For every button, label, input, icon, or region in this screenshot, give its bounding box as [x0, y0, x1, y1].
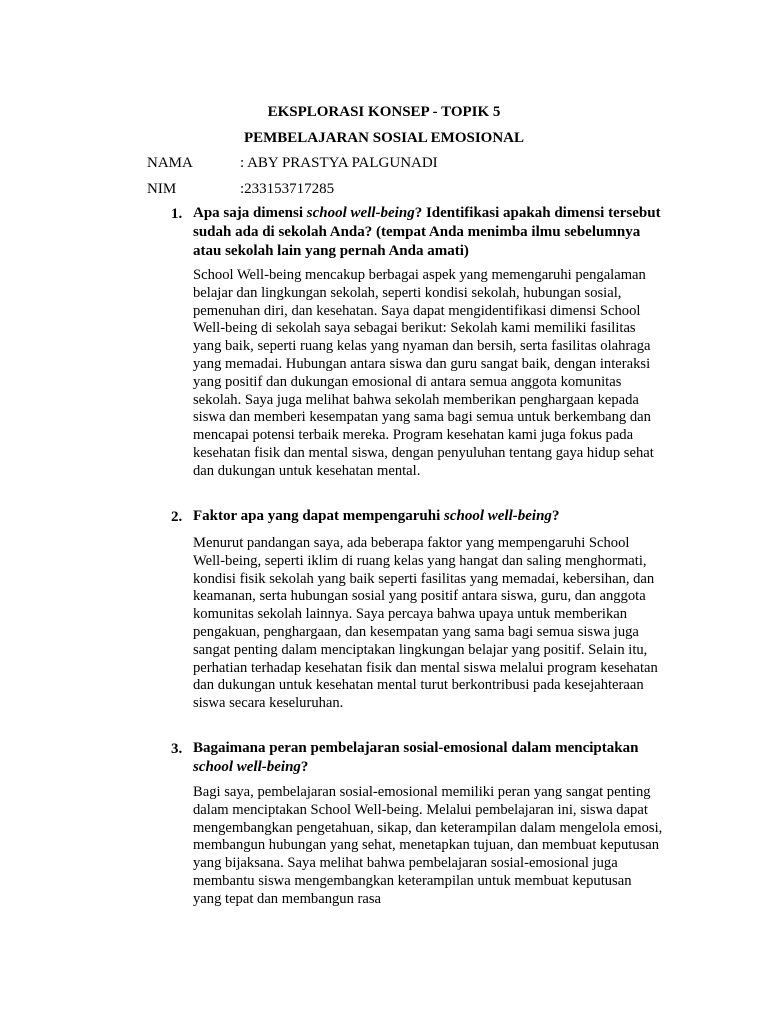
nim-value: :233153717285 — [240, 181, 335, 197]
question-text-italic: school well-being — [306, 205, 415, 221]
question-text-italic: school well-being — [193, 759, 301, 775]
name-value: : ABY PRASTYA PALGUNADI — [240, 155, 438, 171]
document-title: EKSPLORASI KONSEP - TOPIK 5 — [267, 104, 501, 120]
question-text-part: ? — [300, 759, 309, 775]
question-number: 2. — [171, 509, 183, 525]
question-text — [193, 507, 663, 526]
document-subtitle: PEMBELAJARAN SOSIAL EMOSIONAL — [243, 130, 525, 146]
question-number: 3. — [171, 741, 183, 757]
answer-paragraph: Menurut pandangan saya, ada beberapa faktor yang mempengaruhi School Well-being, seperti iklim di ruang kelas yang hangat dan saling menghormati, kondisi fisik sekolah yang baik seperti fasilitas yang memadai, kebersihan, dan keamanan, serta hubungan sosial yang positif antara siswa, guru, dan anggota komunitas sekolah lainnya. Saya percaya bahwa upaya untuk memberikan pengakuan, penghargaan, dan kesempatan yang sama bagi semua siswa juga sangat penting dalam menciptakan lingkungan belajar yang positif. Selain itu, perhatian terhadap kesehatan fisik dan mental siswa melalui program kesehatan dan dukungan untuk kesehatan mental turut berkontribusi pada kesejahteraan siswa secara keseluruhan. — [193, 535, 658, 712]
answer-paragraph: School Well-being mencakup berbagai aspek yang memengaruhi pengalaman belajar dan lingkungan sekolah, seperti kondisi sekolah, hubungan sosial, pemenuhan diri, dan kesehatan. Saya dapat mengidentifikasi dimensi School Well-being di sekolah saya sebagai berikut: Sekolah kami memiliki fasilitas yang baik, seperti ruang kelas yang nyaman dan bersih, serta fasilitas olahraga yang memadai. Hubungan antara siswa dan guru sangat baik, dengan interaksi yang positif dan dukungan emosional di antara semua anggota komunitas sekolah. Saya juga melihat bahwa sekolah memberikan penghargaan kepada siswa dan memberi kesempatan yang sama bagi semua untuk berkembang dan mencapai potensi terbaik mereka. Program kesehatan kami juga fokus pada kesehatan fisik dan mental siswa, dengan penyuluhan tentang gaya hidup sehat dan dukungan untuk kesehatan mental. — [193, 267, 654, 479]
answer-paragraph: Bagi saya, pembelajaran sosial-emosional memiliki peran yang sangat penting dalam menciptakan School Well-being. Melalui pembelajaran ini, siswa dapat mengembangkan pengetahuan, sikap, dan keterampilan dalam mengelola emosi, membangun hubungan yang sehat, menetapkan tujuan, dan membuat keputusan yang bijaksana. Saya melihat bahwa pembelajaran sosial-emosional juga membantu siswa mengembangkan keterampilan untuk membuat keputusan yang tepat dan membangun rasa — [193, 784, 663, 907]
nim-label: NIM — [147, 181, 177, 197]
name-label: NAMA — [147, 155, 193, 171]
question-text-part: ? — [551, 508, 560, 524]
question-number: 1. — [171, 206, 183, 222]
question-text-part: Bagaimana peran pembelajaran sosial-emosional dalam menciptakan — [193, 740, 639, 756]
question-text-part: Apa saja dimensi — [193, 205, 307, 221]
question-text-italic: school well-being — [444, 508, 552, 524]
question-text — [193, 204, 663, 261]
question-text-part: Faktor apa yang dapat mempengaruhi — [193, 508, 445, 524]
question-text-part: ? Identifikasi apakah dimensi tersebut sudah ada di sekolah Anda? (tempat Anda menimba ilmu sebelumnya atau sekolah lain yang pernah Anda amati) — [193, 205, 661, 259]
question-text — [193, 739, 663, 777]
